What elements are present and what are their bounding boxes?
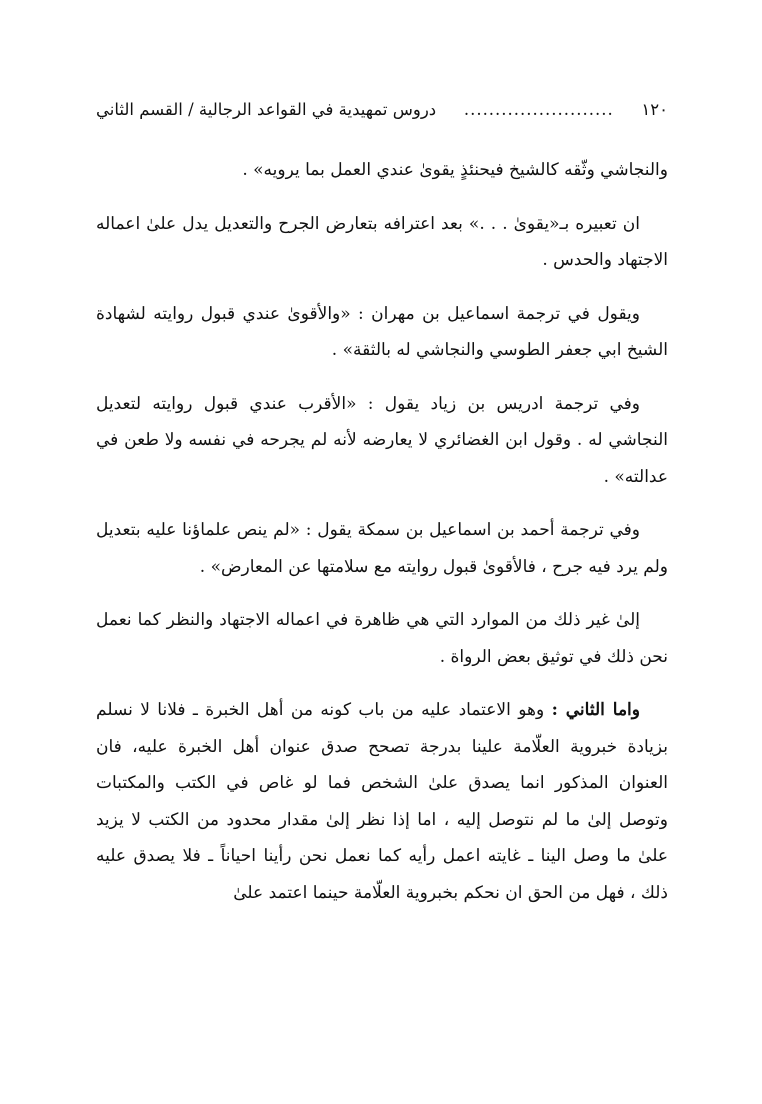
paragraph-7 <box>96 692 668 911</box>
paragraph-5: وفي ترجمة أحمد بن اسماعيل بن سمكة يقول : «لم ينص علماؤنا عليه بتعديل ولم يرد فيه جرح ، فالأقوىٰ قبول روايته مع سلامتها عن المعارض» . <box>96 520 668 577</box>
running-title: دروس تمهيدية في القواعد الرجالية / القسم الثاني <box>96 100 437 119</box>
paragraph-4: وفي ترجمة ادريس بن زياد يقول : «الأقرب عندي قبول روايته لتعديل النجاشي له . وقول ابن الغضائري لا يعارضه لأنه لم يجرحه في نفسه ولا طعن في عدالته» . <box>96 393 668 487</box>
paragraph-7-text: وهو الاعتماد عليه من باب كونه من أهل الخبرة ـ فلانا لا نسلم بزيادة خبروية العلّامة علينا بدرجة تصحح صدق عنوان أهل الخبرة عليه، فان العنوان المذكور انما يصدق علىٰ الشخص فما لو غاص في الكتب والمكتبات وتوصل إلىٰ ما لم نتوصل إليه ، اما إذا نظر إلىٰ مقدار محدود من الكتب لا يزيد علىٰ ما وصل الينا ـ غايته اعمل رأيه كما نعمل نحن رأينا احياناً ـ فلا يصدق عليه ذلك ، فهل من الحق ان نحكم بخبروية العلّامة حينما اعتمد علىٰ <box>96 700 668 903</box>
paragraph-7-lead: واما الثاني : <box>551 700 640 720</box>
paragraph-2: ان تعبيره بـ«يقوىٰ . . .» بعد اعترافه بتعارض الجرح والتعديل يدل علىٰ اعماله الاجتهاد والحدس . <box>96 213 668 270</box>
header-leader-dots: ........................ <box>463 100 614 119</box>
paragraph-6: إلىٰ غير ذلك من الموارد التي هي ظاهرة في اعماله الاجتهاد والنظر كما نعمل نحن ذلك في توثيق بعض الرواة . <box>96 610 668 667</box>
running-header <box>96 96 668 126</box>
paragraph-3: ويقول في ترجمة اسماعيل بن مهران : «والأقوىٰ عندي قبول روايته لشهادة الشيخ ابي جعفر الطوسي والنجاشي له بالثقة» . <box>96 303 668 360</box>
document-page <box>96 96 668 928</box>
paragraph-1: والنجاشي وثّقه كالشيخ فيحنئذٍ يقوىٰ عندي العمل بما يرويه» . <box>242 160 668 180</box>
page-number: ١٢٠ <box>641 100 668 119</box>
body-text <box>96 152 668 911</box>
